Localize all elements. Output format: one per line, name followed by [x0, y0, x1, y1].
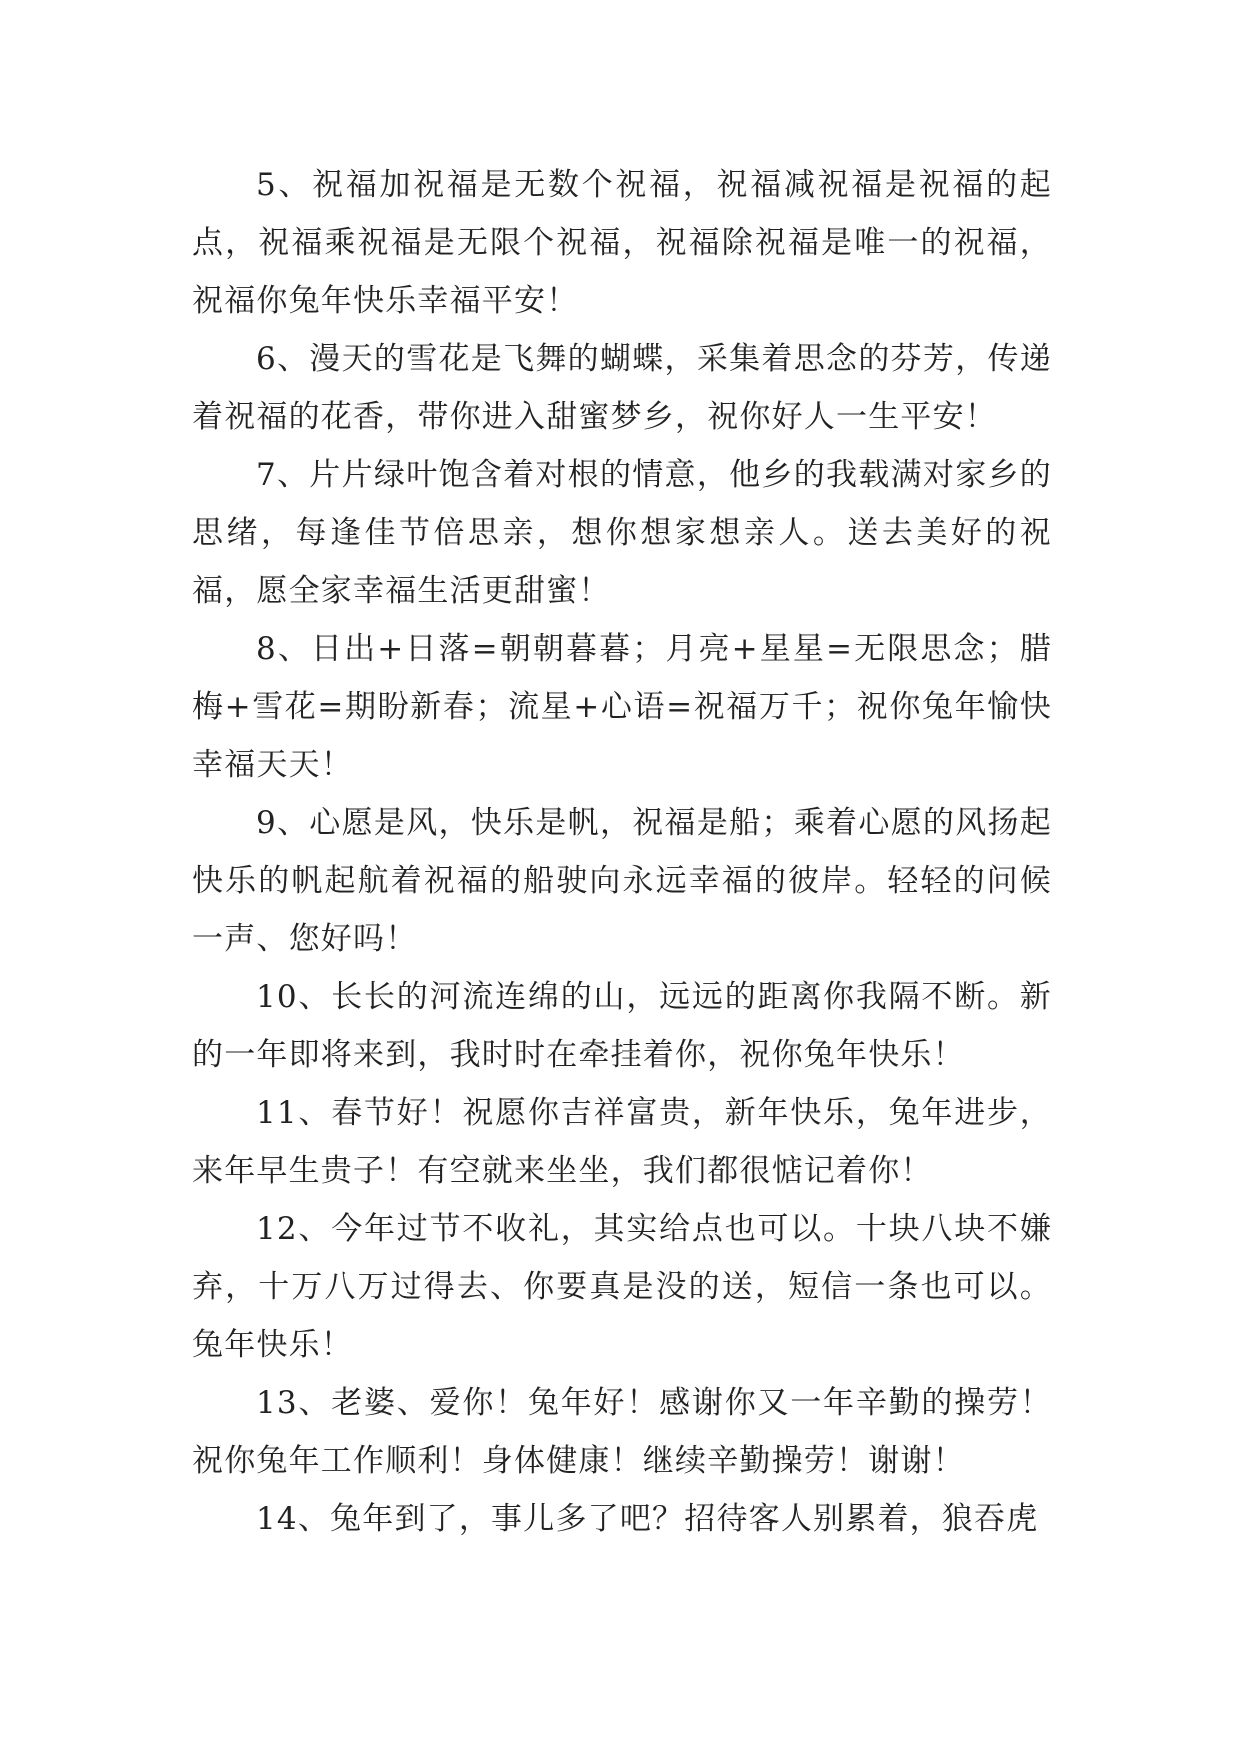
paragraph-7: 7、片片绿叶饱含着对根的情意，他乡的我载满对家乡的思绪，每逢佳节倍思亲，想你想家想亲人。送去美好的祝福，愿全家幸福生活更甜蜜！	[192, 457, 1052, 609]
paragraph-11: 11、春节好！祝愿你吉祥富贵，新年快乐，兔年进步，来年早生贵子！有空就来坐坐，我们都很惦记着你！	[192, 1095, 1052, 1189]
paragraph-12: 12、今年过节不收礼，其实给点也可以。十块八块不嫌弃，十万八万过得去、你要真是没的送，短信一条也可以。兔年快乐！	[192, 1211, 1052, 1363]
paragraph-14: 14、兔年到了，事儿多了吧？招待客人别累着，狼吞虎	[256, 1501, 1039, 1537]
document-body	[192, 156, 1052, 1548]
paragraph-9: 9、心愿是风，快乐是帆，祝福是船；乘着心愿的风扬起快乐的帆起航着祝福的船驶向永远幸福的彼岸。轻轻的问候一声、您好吗！	[192, 805, 1052, 957]
paragraph-13: 13、老婆、爱你！兔年好！感谢你又一年辛勤的操劳！祝你兔年工作顺利！身体健康！继续辛勤操劳！谢谢！	[192, 1385, 1052, 1479]
paragraph-6: 6、漫天的雪花是飞舞的蝴蝶，采集着思念的芬芳，传递着祝福的花香，带你进入甜蜜梦乡，祝你好人一生平安！	[192, 341, 1052, 435]
paragraph-10: 10、长长的河流连绵的山，远远的距离你我隔不断。新的一年即将来到，我时时在牵挂着你，祝你兔年快乐！	[192, 979, 1052, 1073]
paragraph-5: 5、祝福加祝福是无数个祝福，祝福减祝福是祝福的起点，祝福乘祝福是无限个祝福，祝福除祝福是唯一的祝福，祝福你兔年快乐幸福平安！	[192, 167, 1052, 319]
paragraph-8: 8、日出+日落=朝朝暮暮；月亮+星星=无限思念；腊梅+雪花=期盼新春；流星+心语=祝福万千；祝你兔年愉快幸福天天！	[192, 631, 1052, 783]
